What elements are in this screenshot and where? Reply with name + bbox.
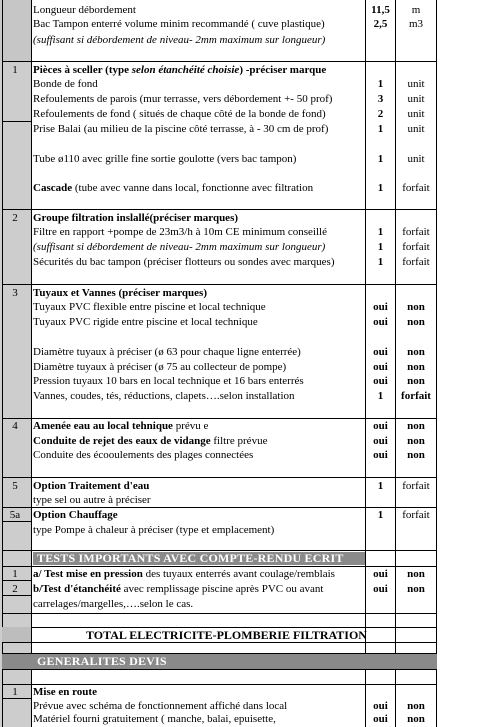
total-label: TOTAL ELECTRICITE-PLOMBERIE FILTRATION [86, 628, 367, 642]
generalites-section-header: GENERALITES DEVIS [37, 654, 167, 668]
tests-section-header: TESTS IMPORTANTS AVEC COMPTE-RENDU ECRIT [33, 552, 365, 565]
quote-sheet: TESTS IMPORTANTS AVEC COMPTE-RENDU ECRIT GENERALITES DEVIS Longueur débordement 11,5 m Bac Tampon enterré volume minim recommandé ( cuve plastique) 2,5 m3 (suffisant si débordement de niveau- 2mm maximum sur longueur) 1 Pièces à sceller (type selon étanchéité choisie) -préciser marque Bonde de fond 1 unit Refoulements de parois (mur terrasse, vers débordement +- 50 prof) 3 unit Refoulements de fond ( situés de chaque côté de la bonde de fond) 2 unit Prise Balai (au milieu de la piscine côté terrasse, à - 30 cm de prof) 1 unit Tube ø110 avec grille fine sortie goulotte (vers bac tampon) 1 unit Cascade (tube avec vanne dans local, fonctionne avec filtration 1 forfait 2 Groupe filtration inslallé(préciser marques) Filtre en rapport +pompe de 23m3/h à 10m CE minimum conseillé 1 forfait (suffisant si débordement de niveau- 2mm maximum sur longueur) 1 forfait Sécurités du bac tampon (préciser flotteurs ou sondes avec marques) 1 forfait 3 Tuyaux et Vannes (préciser marques) Tuyaux PVC flexible entre piscine et local technique oui non Tuyaux PVC rigide entre piscine et local technique oui non Diamètre tuyaux à préciser (ø 63 pour chaque ligne enterrée) oui non Diamètre tuyaux à préciser (ø 75 au collecteur de pompe) oui non Pression tuyaux 10 bars en local technique et 16 bars enterrés oui non Vannes, coudes, tés, réductions, clapets….selon installation 1 forfait 4 Amenée eau au local tehnique prévu e oui non Conduite de rejet des eaux de vidange filtre prévue oui non Conduite des écooulements des plages connectées oui non 5 Option Traitement d'eau 1 forfait type sel ou autre à préciser 5a Option Chauffage 1 forfait type Pompe à chaleur à préciser (type et emplacement) 1 a/ Test mise en pression des tuyaux enterrés avant coulage/remblais oui non 2 b/Test d'étanchéité avec remplissage piscine après PVC ou avant oui non carrelages/margelles,….selon le cas. TOTAL ELECTRICITE-PLOMBERIE FILTRATION 1 Mise en route Prévue avec schéma de fonctionnement affiché dans local oui non Matériel fourni gratuitement ( manche, balai, epuisette, oui non [0, 0, 500, 727]
